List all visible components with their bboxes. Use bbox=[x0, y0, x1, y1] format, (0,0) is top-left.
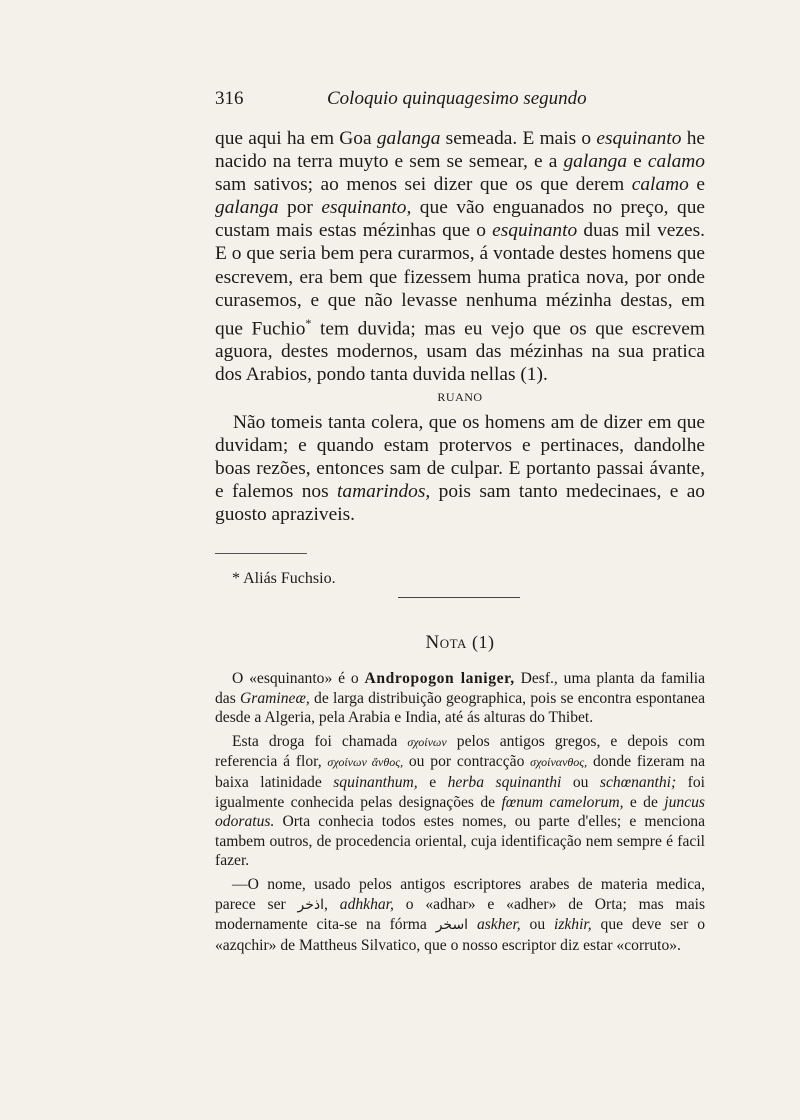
text-run: —O nome, usado pelos antigos escriptores arabes de materia medica, parece ser bbox=[215, 875, 705, 913]
greek-run: σχοίνων ἄνθος, bbox=[327, 755, 404, 770]
text-run: ou bbox=[561, 773, 600, 791]
text-run: sam sativos; ao menos sei dizer que os que derem bbox=[215, 174, 632, 196]
note-paragraph-2 bbox=[215, 732, 705, 871]
italic-run: juncus odoratus. bbox=[215, 793, 705, 831]
text-run: e bbox=[688, 174, 705, 196]
footnote-rule bbox=[215, 553, 307, 554]
text-run: duas mil vezes. E o que seria bem pera curarmos, á vontade destes homens que escrevem, era bem que fizessem huma pratica nova, por onde curasemos, e que não levasse nenhuma mézinha destas, em que Fuchio bbox=[215, 220, 705, 340]
italic-run: schœnanthi; bbox=[599, 773, 677, 791]
text-run: que aqui ha em Goa bbox=[215, 128, 377, 149]
note-text bbox=[215, 669, 705, 959]
bold-run: Andropogon laniger, bbox=[364, 670, 515, 687]
italic-run: Gramineæ, bbox=[240, 689, 310, 707]
italic-run: herba squinanthi bbox=[447, 773, 562, 791]
section-rule bbox=[398, 597, 520, 598]
footnote-marker: * bbox=[305, 315, 312, 330]
paragraph-1 bbox=[215, 127, 705, 387]
text-run: Não tomeis tanta colera, que os homens am de dizer em que duvidam; e quando estam protervos e pertinaces, dandolhe boas rezões, entonces sam de culpar. E portanto passai ávante, e falemos nos bbox=[215, 411, 705, 502]
text-run: foi igualmente conhecida pelas designações de bbox=[215, 773, 705, 811]
text-run: que vão enguanados no preço, que custam mais estas mézinhas que o bbox=[215, 197, 706, 242]
text-run: he nacido na terra muyto e sem se semear, e a bbox=[215, 128, 706, 173]
note-number: (1) bbox=[466, 632, 495, 652]
italic-run: fœnum camelorum, bbox=[501, 793, 624, 811]
text-run: e bbox=[417, 773, 448, 791]
text-run: tem duvida; mas eu vejo que os que escrevem aguora, destes modernos, usam das mézinhas na sua pratica dos Arabios, pondo tanta duvida nellas (1). bbox=[215, 318, 705, 386]
arabic-run: اسخر bbox=[435, 917, 469, 934]
italic-run: galanga bbox=[563, 151, 628, 173]
text-run: e bbox=[627, 151, 648, 173]
text-run: semeada. E mais o bbox=[440, 128, 597, 149]
text-run: O «esquinanto» é o bbox=[232, 670, 365, 687]
arabic-run: اذخر bbox=[297, 896, 325, 913]
text-run: que deve ser o «azqchir» de Mattheus Silvatico, que o nosso escriptor diz estar «corruto». bbox=[215, 916, 706, 954]
italic-run: calamo bbox=[631, 174, 689, 196]
page-number: 316 bbox=[215, 88, 244, 109]
text-run: Esta droga foi chamada bbox=[232, 732, 408, 750]
text-run: Desf., uma planta da familia das bbox=[215, 670, 705, 707]
italic-run: squinanthum, bbox=[333, 773, 418, 791]
main-text bbox=[215, 127, 705, 526]
text-run: donde fizeram na baixa latinidade bbox=[215, 753, 705, 791]
text-run: por bbox=[278, 197, 322, 219]
text-run: o «adhar» e «adher» de Orta; mas mais modernamente cita-se na fórma bbox=[215, 895, 706, 934]
note-paragraph-3 bbox=[215, 875, 705, 955]
text-run: pelos antigos gregos, e depois com referencia á flor, bbox=[215, 732, 705, 771]
text-run: de larga distribuição geographica, pois se encontra espontanea desde a Algeria, pela Arabia e India, até ás alturas do Thibet. bbox=[215, 689, 705, 727]
text-run: ou por contracção bbox=[403, 753, 531, 771]
italic-run: askher, bbox=[476, 916, 521, 934]
italic-run: izkhir, bbox=[553, 916, 592, 934]
italic-run: galanga bbox=[376, 128, 441, 149]
running-title: Coloquio quinquagesimo segundo bbox=[327, 88, 587, 109]
italic-run: esquinanto, bbox=[321, 197, 412, 219]
note-label: Nota bbox=[425, 632, 467, 653]
italic-run: adhkhar, bbox=[339, 895, 394, 913]
text-run: , bbox=[324, 895, 340, 913]
italic-run: galanga bbox=[215, 197, 279, 219]
note-heading bbox=[215, 632, 705, 654]
footnote: * Aliás Fuchsio. bbox=[232, 570, 336, 587]
text-run: pois sam tanto medecinaes, e ao guosto apraziveis. bbox=[215, 480, 705, 525]
text-run: e de bbox=[623, 793, 665, 811]
italic-run: esquinanto bbox=[596, 128, 682, 149]
note-paragraph-1 bbox=[215, 669, 705, 728]
speaker-label: RUANO bbox=[437, 389, 483, 404]
italic-run: tamarindos, bbox=[337, 480, 431, 502]
greek-run: σχοίνανθος, bbox=[530, 755, 588, 770]
paragraph-2 bbox=[215, 411, 705, 526]
italic-run: esquinanto bbox=[492, 220, 578, 242]
italic-run: calamo bbox=[647, 151, 705, 173]
text-run: ou bbox=[520, 916, 554, 934]
text-run: Orta conhecia todos estes nomes, ou parte d'elles; e menciona tambem outros, de procedencia oriental, cuja identificação nem sempre é facil fazer. bbox=[215, 813, 705, 870]
greek-run: σχοίνων bbox=[407, 734, 447, 749]
running-head bbox=[215, 88, 705, 116]
text-run bbox=[468, 916, 477, 933]
